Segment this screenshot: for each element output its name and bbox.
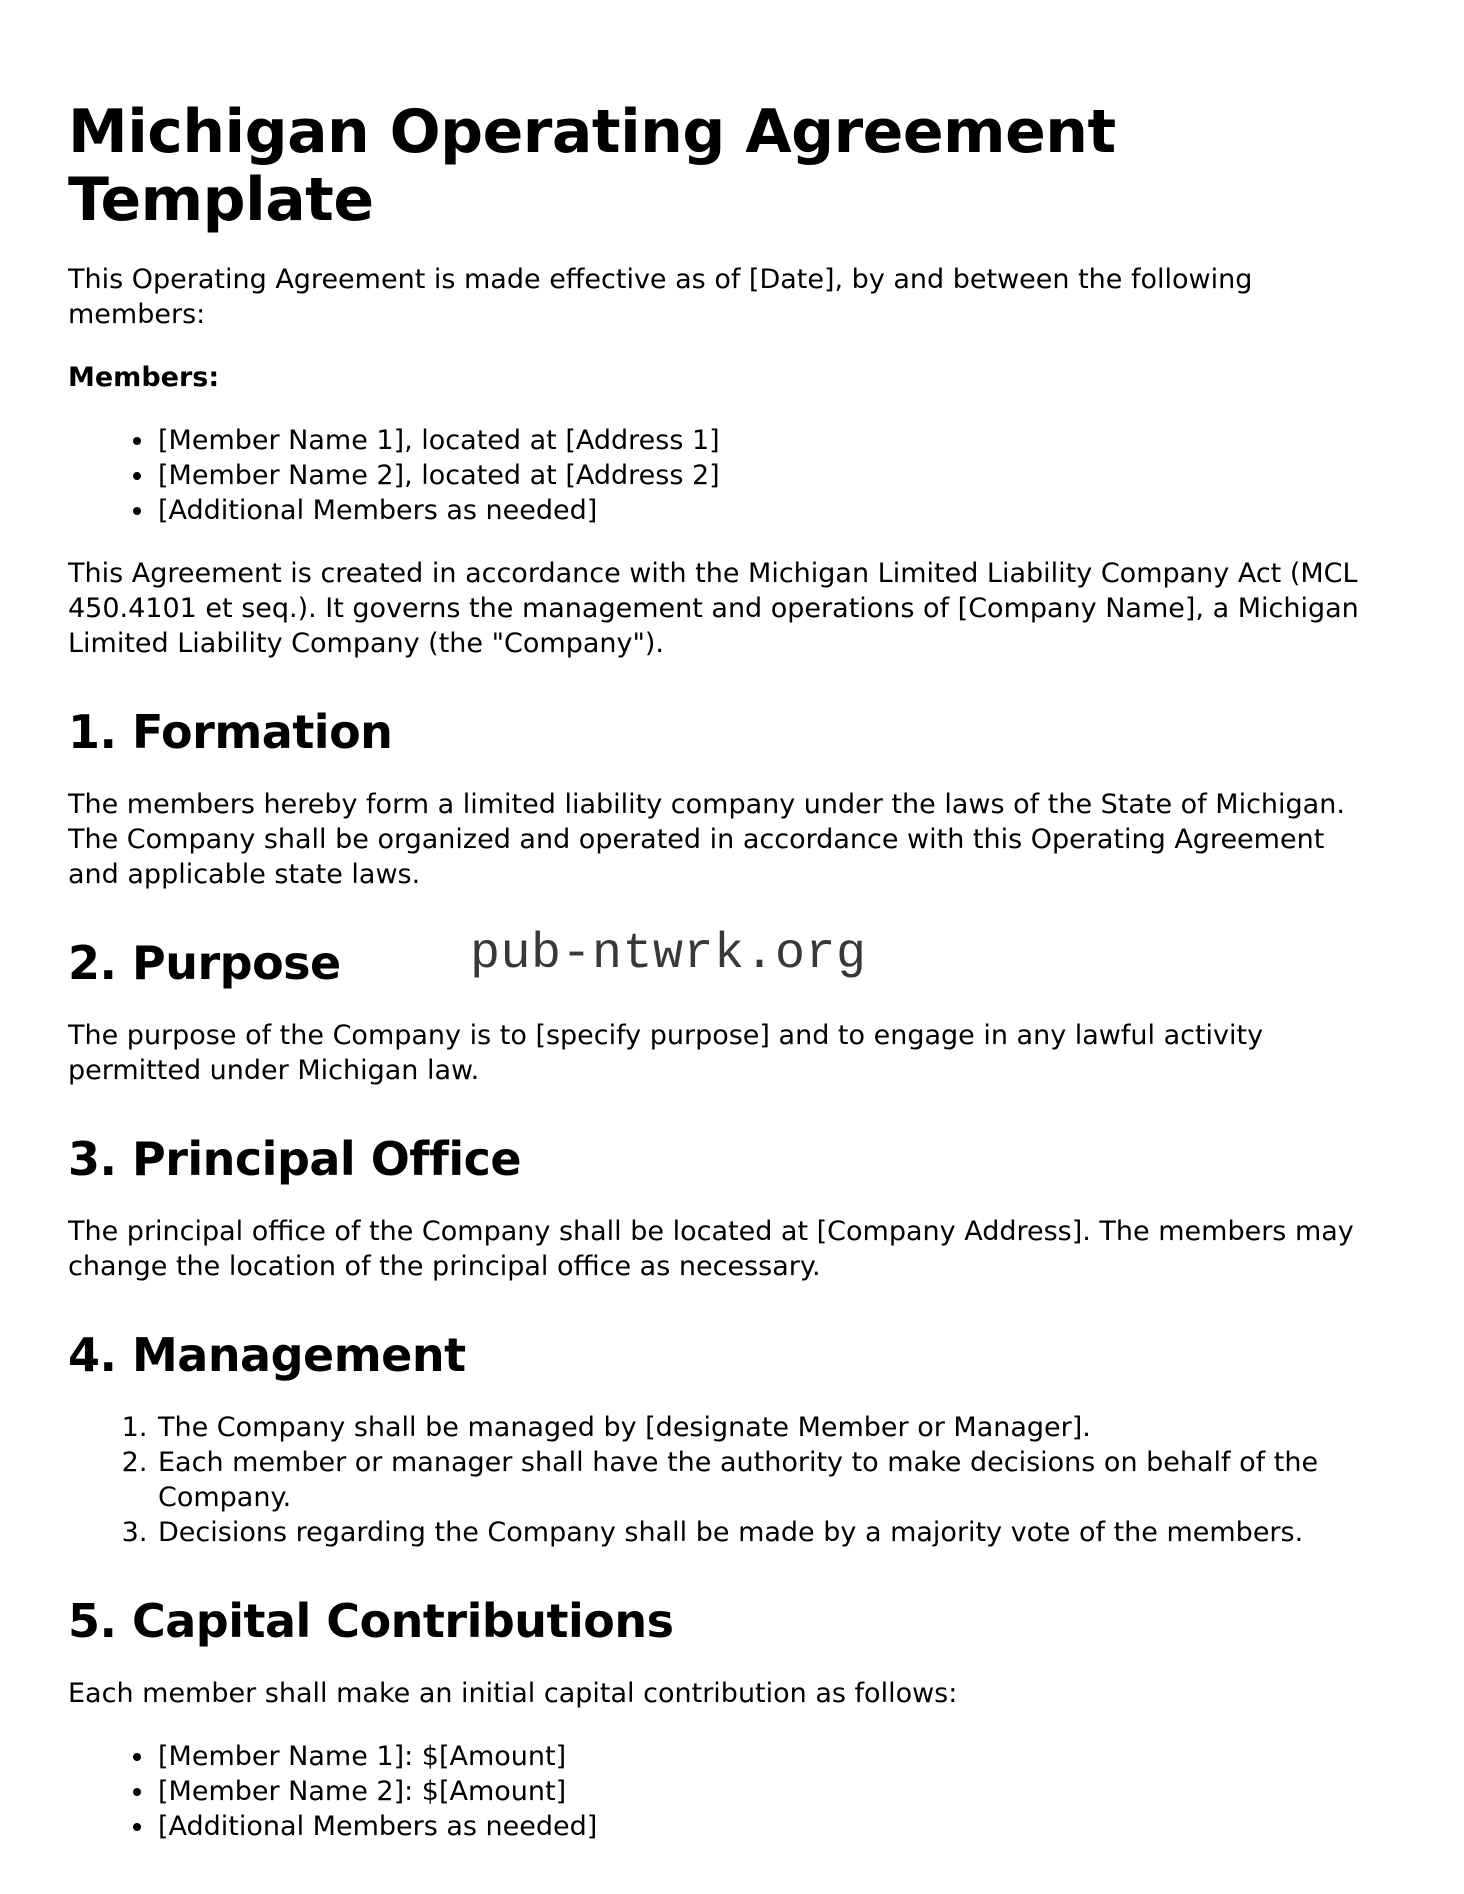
document-title: Michigan Operating Agreement Template <box>68 97 1116 235</box>
section-heading-purpose: 2. Purpose <box>68 936 341 990</box>
list-item: • [Member Name 2], located at [Address 2] <box>156 458 1370 493</box>
list-item: 1. The Company shall be managed by [designate Member or Manager]. <box>156 1410 1370 1445</box>
list-item: 3. Decisions regarding the Company shall be made by a majority vote of the members. <box>156 1515 1370 1550</box>
capital-contributions-paragraph: Each member shall make an initial capital contribution as follows: <box>68 1678 958 1709</box>
section-heading-principal-office: 3. Principal Office <box>68 1132 522 1186</box>
intro-paragraph: This Operating Agreement is made effective as of [Date], by and between the following members: <box>68 264 1253 330</box>
formation-paragraph: The members hereby form a limited liability company under the laws of the State of Michigan. The Company shall be organized and operated in accordance with this Operating Agreement and applicable state laws. <box>68 789 1345 890</box>
accordance-paragraph: This Agreement is created in accordance with the Michigan Limited Liability Company Act (MCL 450.4101 et seq.). It governs the management and operations of [Company Name], a Michigan Limited Liability Company (the "Company"). <box>68 558 1359 659</box>
list-item: 2. Each member or manager shall have the authority to make decisions on behalf of the Company. <box>156 1445 1370 1515</box>
members-label: Members: <box>68 362 220 393</box>
list-item: • [Additional Members as needed] <box>156 1809 1370 1844</box>
management-list <box>68 1410 1370 1550</box>
list-item: • [Member Name 1]: $[Amount] <box>156 1739 1370 1774</box>
principal-office-paragraph: The principal office of the Company shall be located at [Company Address]. The members may change the location of the principal office as necessary. <box>68 1216 1354 1282</box>
members-list <box>68 423 1370 528</box>
list-item: • [Additional Members as needed] <box>156 493 1370 528</box>
list-item: • [Member Name 2]: $[Amount] <box>156 1774 1370 1809</box>
section-heading-formation: 1. Formation <box>68 705 393 759</box>
section-heading-capital-contributions: 5. Capital Contributions <box>68 1594 674 1648</box>
purpose-paragraph: The purpose of the Company is to [specify purpose] and to engage in any lawful activity permitted under Michigan law. <box>68 1020 1264 1086</box>
list-item: • [Member Name 1], located at [Address 1] <box>156 423 1370 458</box>
watermark-text: pub-ntwrk.org <box>470 926 867 983</box>
capital-contributions-list <box>68 1739 1370 1844</box>
section-heading-management: 4. Management <box>68 1328 466 1382</box>
